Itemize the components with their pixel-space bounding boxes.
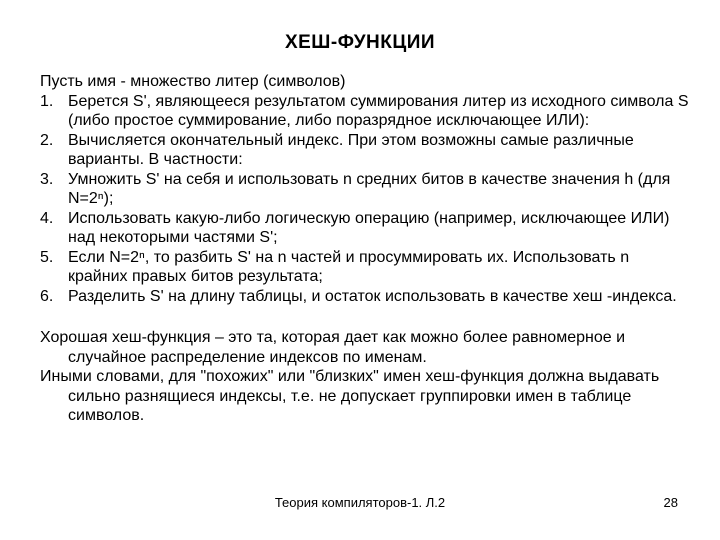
list-item [40, 209, 690, 248]
slide-title: ХЕШ-ФУНКЦИИ [284, 32, 436, 53]
paragraph-good-hash: Хорошая хеш-функция – это та, которая дает как можно более равномерное и случайное распределение индексов по именам. [40, 329, 626, 366]
list-item-text: Использовать какую-либо логическую операцию (например, исключающее ИЛИ) над некоторыми частями S'; [68, 209, 670, 246]
list-item-text: Если N=2ⁿ, то разбить S' на n частей и просуммировать их. Использовать n крайних правых битов результата; [68, 248, 630, 285]
list-item-number: 5. [40, 248, 54, 266]
list-item-number: 3. [40, 170, 54, 188]
list-item-text: Берется S', являющееся результатом суммирования литер из исходного символа S (либо простое суммирование, либо поразрядное исключающее ИЛИ): [68, 92, 689, 129]
list-item [40, 287, 690, 307]
paragraph-in-other-words: Иными словами, для "похожих" или "близких" имен хеш-функция должна выдавать сильно разнящиеся индексы, т.е. не допускает группировки имен в таблице символов. [40, 368, 660, 424]
list-item [40, 92, 690, 131]
footer-course: Теория компиляторов-1. Л.2 [274, 495, 446, 510]
intro-text: Пусть имя - множество литер (символов) [40, 73, 346, 90]
step-list [40, 92, 690, 307]
page-number: 28 [663, 495, 678, 510]
slide-body [40, 72, 690, 426]
list-item-number: 1. [40, 92, 54, 110]
section-spacer [40, 306, 690, 328]
list-item-text: Умножить S' на себя и использовать n средних битов в качестве значения h (для N=2ⁿ); [68, 170, 671, 207]
list-item-number: 4. [40, 209, 54, 227]
list-item-text: Разделить S' на длину таблицы, и остаток использовать в качестве хеш -индекса. [68, 287, 677, 305]
list-item-number: 2. [40, 131, 54, 149]
list-item [40, 170, 690, 209]
list-item [40, 131, 690, 170]
list-item-text: Вычисляется окончательный индекс. При этом возможны самые различные варианты. В частности: [68, 131, 634, 168]
list-item-number: 6. [40, 287, 54, 305]
list-item [40, 248, 690, 287]
